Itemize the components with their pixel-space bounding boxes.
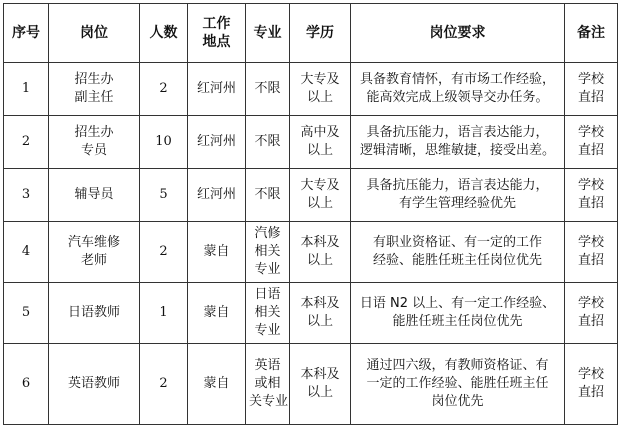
cell-major <box>246 222 290 283</box>
cell-education <box>290 169 351 222</box>
requirements-line: 岗位优先 <box>431 394 484 409</box>
cell-seq: 3 <box>4 169 49 222</box>
cell-position <box>49 344 140 425</box>
requirements-line: 经验、能胜任班主任岗位优先 <box>372 253 542 268</box>
table-row <box>4 63 618 116</box>
cell-location: 红河州 <box>188 116 246 169</box>
major-line: 英语 <box>254 358 281 373</box>
position-line: 副主任 <box>74 90 114 105</box>
cell-remark <box>565 116 618 169</box>
cell-position <box>49 63 140 116</box>
requirements-line: 有学生管理经验优先 <box>398 196 516 211</box>
cell-major <box>246 169 290 222</box>
remark-line: 学校 <box>577 178 604 193</box>
position-line: 辅导员 <box>74 187 114 202</box>
remark-line: 直招 <box>577 196 604 211</box>
education-line: 以上 <box>306 253 333 268</box>
cell-remark <box>565 344 618 425</box>
header-location-line: 工作 <box>202 16 231 32</box>
education-line: 大专及 <box>300 178 340 193</box>
cell-requirements <box>351 63 565 116</box>
cell-requirements <box>351 344 565 425</box>
cell-count: 10 <box>140 116 188 169</box>
cell-seq: 6 <box>4 344 49 425</box>
cell-location: 蒙自 <box>188 283 246 344</box>
cell-seq: 1 <box>4 63 49 116</box>
header-requirements: 岗位要求 <box>351 4 565 63</box>
requirements-line: 逻辑清晰，思维敏捷，接受出差。 <box>359 143 555 158</box>
education-line: 本科及 <box>300 367 340 382</box>
header-row <box>4 4 618 63</box>
major-line: 不限 <box>254 134 281 149</box>
requirements-line: 能胜任班主任岗位优先 <box>392 314 523 329</box>
table-row <box>4 222 618 283</box>
requirements-line: 通过四六级，有教师资格证、有 <box>366 358 549 373</box>
cell-requirements <box>351 283 565 344</box>
header-location <box>188 4 246 63</box>
major-line: 汽修 <box>254 226 281 241</box>
education-line: 以上 <box>306 314 333 329</box>
major-line: 相关 <box>254 305 281 320</box>
cell-count: 5 <box>140 169 188 222</box>
cell-major <box>246 283 290 344</box>
education-line: 本科及 <box>300 235 340 250</box>
cell-count: 2 <box>140 344 188 425</box>
cell-seq: 2 <box>4 116 49 169</box>
requirements-line: 具备教育情怀，有市场工作经验， <box>359 72 555 87</box>
cell-education <box>290 63 351 116</box>
education-line: 大专及 <box>300 72 340 87</box>
cell-requirements <box>351 222 565 283</box>
cell-major <box>246 63 290 116</box>
remark-line: 直招 <box>577 314 604 329</box>
cell-remark <box>565 63 618 116</box>
requirements-line: 日语 N2 以上、有一定工作经验、 <box>359 296 556 311</box>
remark-line: 直招 <box>577 385 604 400</box>
header-location-line: 地点 <box>202 34 231 50</box>
remark-line: 学校 <box>577 72 604 87</box>
cell-major <box>246 116 290 169</box>
education-line: 以上 <box>306 143 333 158</box>
remark-line: 直招 <box>577 90 604 105</box>
position-line: 专员 <box>80 143 107 158</box>
cell-requirements <box>351 169 565 222</box>
requirements-line: 有职业资格证、有一定的工作 <box>372 235 542 250</box>
cell-major <box>246 344 290 425</box>
remark-line: 学校 <box>577 235 604 250</box>
cell-position <box>49 222 140 283</box>
cell-location: 红河州 <box>188 169 246 222</box>
position-line: 招生办 <box>74 125 114 140</box>
cell-seq: 4 <box>4 222 49 283</box>
cell-position <box>49 283 140 344</box>
table-row <box>4 344 618 425</box>
major-line: 专业 <box>254 262 281 277</box>
education-line: 以上 <box>306 90 333 105</box>
education-line: 本科及 <box>300 296 340 311</box>
major-line: 相关 <box>254 244 281 259</box>
table-row <box>4 169 618 222</box>
cell-count: 2 <box>140 222 188 283</box>
major-line: 或相 <box>254 376 281 391</box>
requirements-line: 一定的工作经验、能胜任班主任 <box>366 376 549 391</box>
cell-seq: 5 <box>4 283 49 344</box>
remark-line: 学校 <box>577 296 604 311</box>
cell-position <box>49 116 140 169</box>
header-count: 人数 <box>140 4 188 63</box>
position-line: 英语教师 <box>67 376 120 391</box>
header-education: 学历 <box>290 4 351 63</box>
cell-count: 2 <box>140 63 188 116</box>
cell-count: 1 <box>140 283 188 344</box>
cell-education <box>290 344 351 425</box>
remark-line: 直招 <box>577 253 604 268</box>
major-line: 关专业 <box>249 394 289 409</box>
cell-remark <box>565 222 618 283</box>
header-major: 专业 <box>246 4 290 63</box>
position-line: 老师 <box>80 253 107 268</box>
cell-location: 红河州 <box>188 63 246 116</box>
cell-position <box>49 169 140 222</box>
education-line: 以上 <box>306 385 333 400</box>
cell-requirements <box>351 116 565 169</box>
cell-location: 蒙自 <box>188 344 246 425</box>
cell-education <box>290 283 351 344</box>
major-line: 日语 <box>254 287 281 302</box>
position-line: 汽车维修 <box>67 235 120 250</box>
remark-line: 学校 <box>577 125 604 140</box>
requirements-line: 能高效完成上级领导交办任务。 <box>366 90 549 105</box>
cell-education <box>290 222 351 283</box>
major-line: 不限 <box>254 81 281 96</box>
major-line: 不限 <box>254 187 281 202</box>
requirements-line: 具备抗压能力，语言表达能力， <box>366 125 549 140</box>
education-line: 高中及 <box>300 125 340 140</box>
cell-remark <box>565 283 618 344</box>
cell-location: 蒙自 <box>188 222 246 283</box>
table-row <box>4 116 618 169</box>
cell-remark <box>565 169 618 222</box>
remark-line: 学校 <box>577 367 604 382</box>
position-line: 日语教师 <box>67 305 120 320</box>
position-line: 招生办 <box>74 72 114 87</box>
education-line: 以上 <box>306 196 333 211</box>
remark-line: 直招 <box>577 143 604 158</box>
requirements-line: 具备抗压能力，语言表达能力， <box>366 178 549 193</box>
job-posting-table <box>3 3 618 425</box>
header-position: 岗位 <box>49 4 140 63</box>
cell-education <box>290 116 351 169</box>
major-line: 专业 <box>254 323 281 338</box>
table-row <box>4 283 618 344</box>
header-seq: 序号 <box>4 4 49 63</box>
header-remark: 备注 <box>565 4 618 63</box>
